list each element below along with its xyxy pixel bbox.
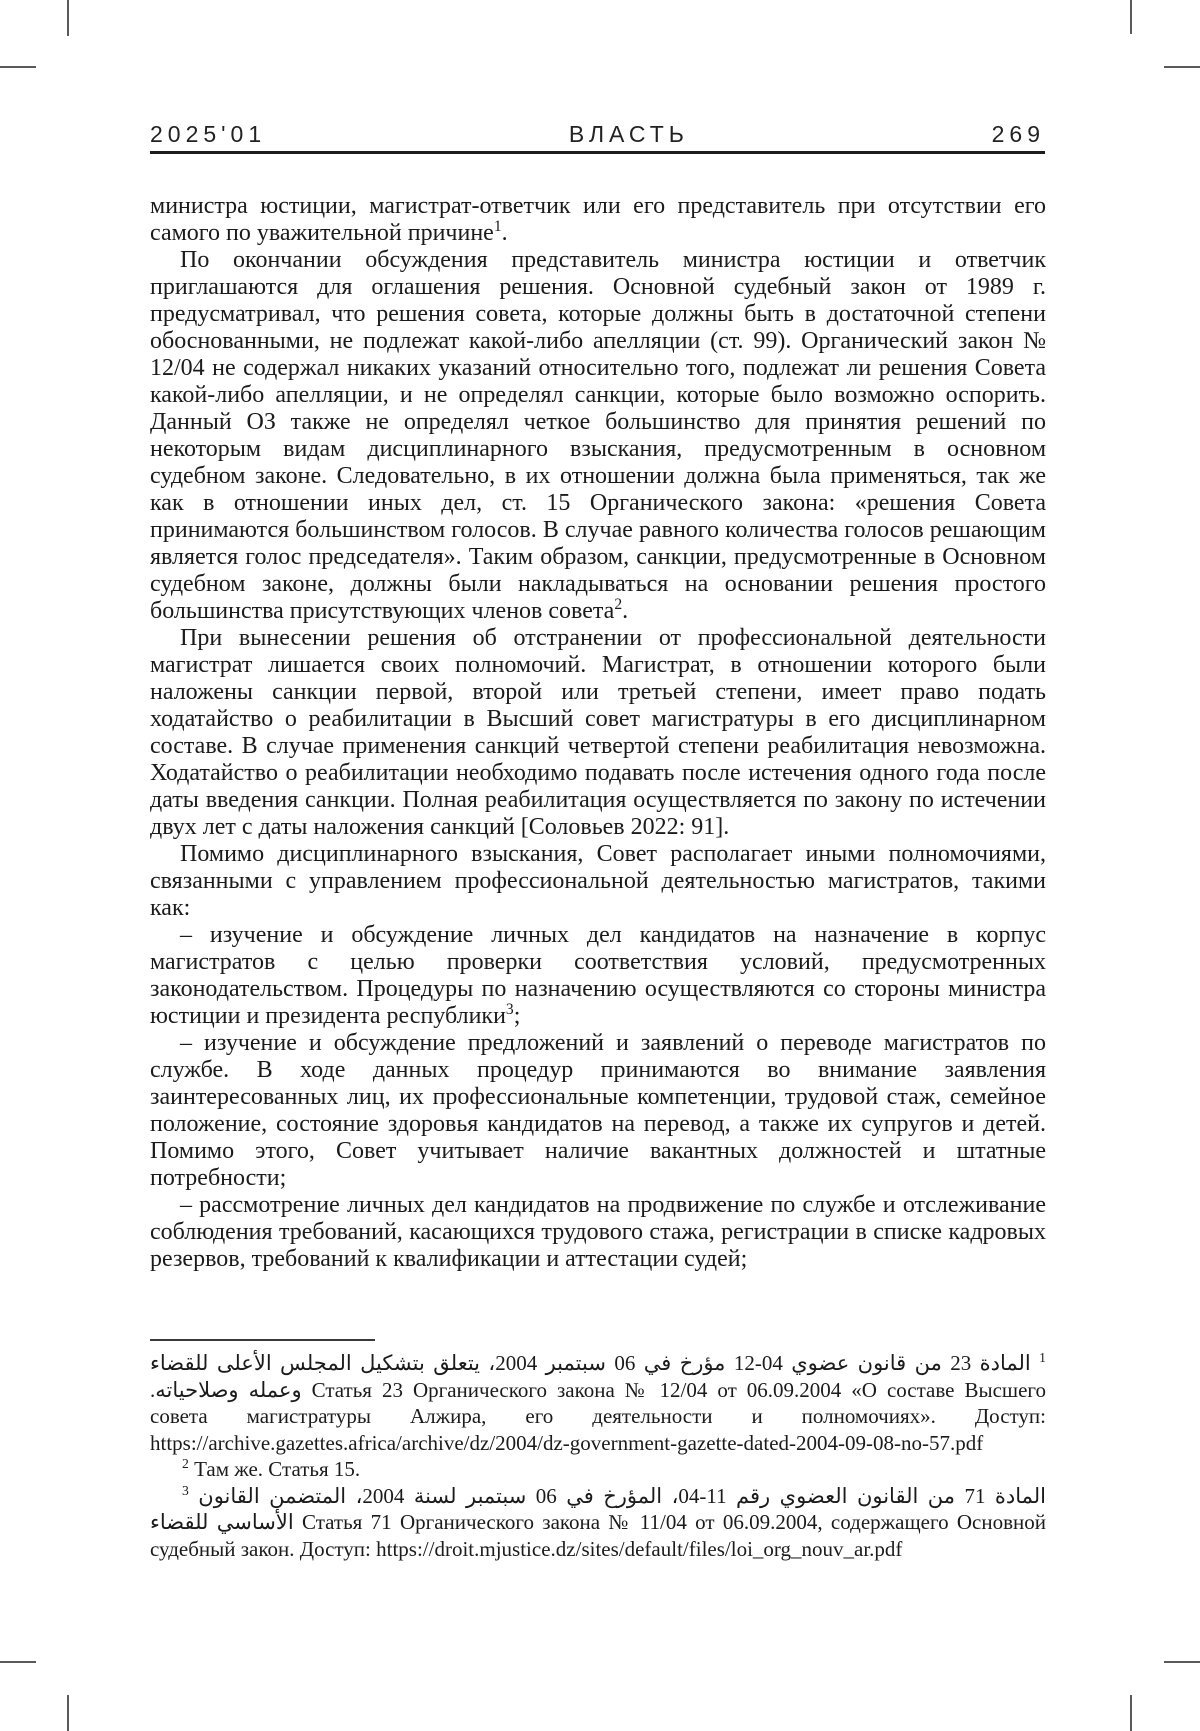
footnote-text: Статья 71 Органического закона № 11/04 от 06.09.2004, содержащего Основной судебный закон. Доступ: https://droit.mjustice.dz/sites/default/files/loi_org_nouv_ar.pdf bbox=[150, 1510, 1046, 1561]
footnote-text: Статья 23 Органического закона № 12/04 от 06.09.2004 «О составе Высшего совета магистратуры Алжира, его деятельности и полномочиях». Доступ: https://archive.gazettes.africa/archive/dz/2004/dz-government-gazette-dated-2004-09-08-no-57.pdf bbox=[150, 1377, 1046, 1455]
footnote-arabic-text: المادة 23 من قانون عضوي 04-12 مؤرخ في 06 سبتمبر 2004، يتعلق بتشكيل المجلس الأعلى للقضاء وعمله وصلاحياته. bbox=[150, 1351, 1031, 1402]
footnote-reference-mark: 1 bbox=[493, 218, 502, 235]
body-paragraph bbox=[150, 922, 1046, 1030]
paragraph-tail: ; bbox=[513, 1003, 521, 1029]
paragraph-text: министра юстиции, магистрат-ответчик или его представитель при отсутствии его самого по уважительной причине bbox=[150, 193, 1046, 246]
crop-mark-top-right-horizontal bbox=[1164, 66, 1200, 68]
crop-mark-top-left-vertical bbox=[67, 0, 69, 36]
footnote bbox=[150, 1350, 1046, 1456]
paragraph-text: При вынесении решения об отстранении от профессиональной деятельности магистрат лишается своих полномочий. Магистрат, в отношении которого были наложены санкции первой, второй или третьей степени, имеет право подать ходатайство о реабилитации в Высший совет магистратуры в его дисциплинарном составе. В случае применения санкций четвертой степени реабилитация невозможна. Ходатайство о реабилитации необходимо подавать после истечения одного года после даты введения санкции. Полная реабилитация осуществляется по закону по истечении двух лет с даты наложения санкций [Соловьев 2022: 91]. bbox=[150, 625, 1046, 840]
footnote-marker: 1 bbox=[1039, 1350, 1046, 1365]
footnote-marker: 2 bbox=[182, 1456, 189, 1471]
body-paragraph bbox=[150, 1192, 1046, 1273]
footnote-marker: 3 bbox=[182, 1482, 189, 1498]
journal-issue: 2025'01 bbox=[150, 121, 267, 147]
body-paragraph bbox=[150, 625, 1046, 841]
crop-mark-top-right-vertical bbox=[1130, 0, 1132, 34]
paragraph-tail: . bbox=[501, 220, 508, 246]
footnote-reference-mark: 2 bbox=[614, 596, 623, 613]
header-rule bbox=[150, 151, 1045, 154]
journal-title: ВЛАСТЬ bbox=[568, 121, 689, 147]
crop-mark-bottom-left-horizontal bbox=[0, 1661, 36, 1663]
crop-mark-bottom-right-vertical bbox=[1130, 1695, 1132, 1731]
paragraph-text: – изучение и обсуждение личных дел кандидатов на назначение в корпус магистратов с целью проверки соответствия условий, предусмотренных законодательством. Процедуры по назначению осуществляются со стороны министра юстиции и президента республики bbox=[150, 922, 1046, 1029]
paragraph-text: – изучение и обсуждение предложений и заявлений о переводе магистратов по службе. В ходе данных процедур принимаются во внимание заявления заинтересованных лиц, их профессиональные компетенции, трудовой стаж, семейное положение, состояние здоровья кандидатов на перевод, а также их супругов и детей. Помимо этого, Совет учитывает наличие вакантных должностей и штатные потребности; bbox=[150, 1030, 1046, 1191]
body-paragraph bbox=[150, 247, 1046, 625]
paragraph-tail: . bbox=[622, 598, 629, 624]
footnote-arabic-text: المادة 71 من القانون العضوي رقم 11-04، المؤرخ في 06 سبتمبر لسنة 2004، المتضمن القانون الأساسي للقضاء bbox=[150, 1483, 1047, 1534]
body-paragraph bbox=[150, 1030, 1046, 1192]
crop-mark-bottom-left-vertical bbox=[67, 1695, 69, 1731]
paragraph-text: Помимо дисциплинарного взыскания, Совет располагает иными полномочиями, связанными с управлением профессиональной деятельностью магистратов, такими как: bbox=[150, 841, 1046, 921]
paragraph-text: – рассмотрение личных дел кандидатов на продвижение по службе и отслеживание соблюдения требований, касающихся трудового стажа, регистрации в списке кадровых резервов, требований к квалификации и аттестации судей; bbox=[150, 1192, 1046, 1272]
paragraph-text: По окончании обсуждения представитель министра юстиции и ответчик приглашаются для оглашения решения. Основной судебный закон от 1989 г. предусматривал, что решения совета, которые должны быть в достаточной степени обоснованными, не подлежат какой-либо апелляции (ст. 99). Органический закон № 12/04 не содержал никаких указаний относительно того, подлежат ли решения Совета какой-либо апелляции, и не определял санкции, которые было возможно оспорить. Данный ОЗ также не определял четкое большинство для принятия решений по некоторым видам дисциплинарного взыскания, предусмотренным в основном судебном законе. Следовательно, в их отношении должна была применяться, так же как в отношении иных дел, ст. 15 Органического закона: «решения Совета принимаются большинством голосов. В случае равного количества голосов решающим является голос председателя». Таким образом, санкции, предусмотренные в Основном судебном законе, должны были накладываться на основании решения простого большинства присутствующих членов совета bbox=[150, 247, 1046, 624]
footnote-text: Там же. Статья 15. bbox=[194, 1457, 361, 1481]
crop-mark-bottom-right-horizontal bbox=[1164, 1661, 1200, 1663]
page-header bbox=[150, 121, 1045, 148]
footnotes-section bbox=[150, 1350, 1046, 1562]
footnote bbox=[150, 1483, 1046, 1563]
body-paragraph bbox=[150, 193, 1046, 247]
article-body bbox=[150, 193, 1046, 1273]
footnote bbox=[150, 1456, 1046, 1483]
crop-mark-top-left-horizontal bbox=[0, 66, 36, 68]
body-paragraph bbox=[150, 841, 1046, 922]
page-number: 269 bbox=[991, 121, 1045, 147]
footnote-reference-mark: 3 bbox=[505, 1001, 514, 1018]
footnote-separator bbox=[150, 1339, 375, 1341]
